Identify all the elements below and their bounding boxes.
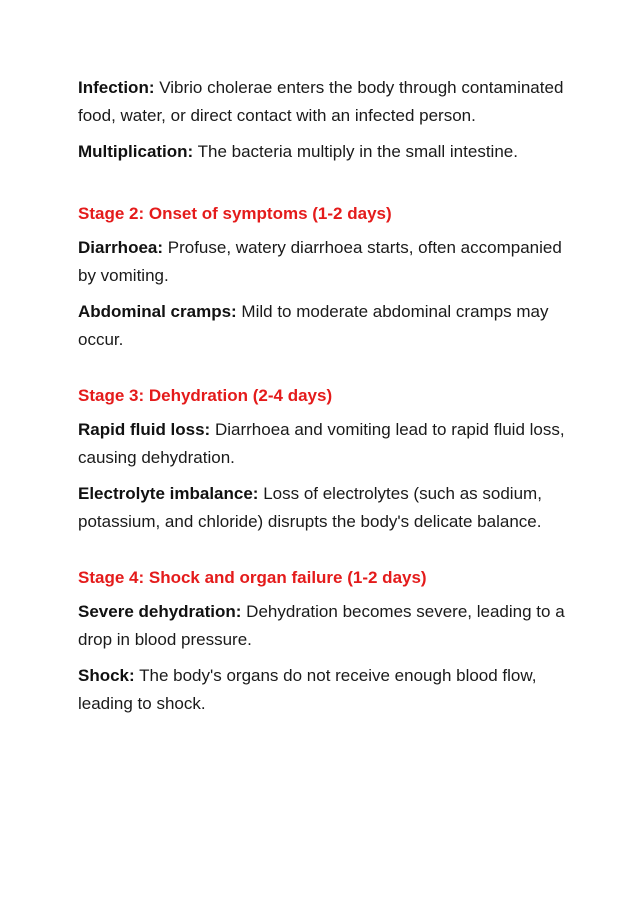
term-infection: Infection: <box>78 78 155 97</box>
term-diarrhoea: Diarrhoea: <box>78 238 164 257</box>
paragraph-abdominal-cramps <box>78 298 578 354</box>
text-multiplication: The bacteria multiply in the small intestine. <box>193 142 518 161</box>
paragraph-diarrhoea <box>78 234 578 290</box>
term-electrolyte-imbalance: Electrolyte imbalance: <box>78 484 259 503</box>
term-rapid-fluid-loss: Rapid fluid loss: <box>78 420 211 439</box>
intro-section <box>78 74 578 166</box>
stage-2-heading: Stage 2: Onset of symptoms (1-2 days) <box>78 204 392 223</box>
paragraph-infection <box>78 74 578 130</box>
term-severe-dehydration: Severe dehydration: <box>78 602 242 621</box>
spacer <box>78 544 578 564</box>
paragraph-multiplication <box>78 138 578 166</box>
text-diarrhoea: Profuse, watery diarrhoea starts, often accompanied by vomiting. <box>78 238 562 285</box>
stage-4-heading: Stage 4: Shock and organ failure (1-2 days) <box>78 568 427 587</box>
term-abdominal-cramps: Abdominal cramps: <box>78 302 237 321</box>
stage-3-heading: Stage 3: Dehydration (2-4 days) <box>78 386 333 405</box>
stage-2-section <box>78 200 578 354</box>
paragraph-shock <box>78 662 578 718</box>
text-rapid-fluid-loss: Diarrhoea and vomiting lead to rapid fluid loss, causing dehydration. <box>78 420 565 467</box>
term-shock: Shock: <box>78 666 135 685</box>
document-page <box>78 74 578 726</box>
spacer <box>78 362 578 382</box>
stage-3-section <box>78 382 578 536</box>
stage-4-section <box>78 564 578 718</box>
text-infection: Vibrio cholerae enters the body through contaminated food, water, or direct contact with an infected person. <box>78 78 564 125</box>
paragraph-rapid-fluid-loss <box>78 416 578 472</box>
text-abdominal-cramps: Mild to moderate abdominal cramps may occur. <box>78 302 549 349</box>
text-electrolyte-imbalance: Loss of electrolytes (such as sodium, potassium, and chloride) disrupts the body's delicate balance. <box>78 484 542 531</box>
term-multiplication: Multiplication: <box>78 142 194 161</box>
text-severe-dehydration: Dehydration becomes severe, leading to a drop in blood pressure. <box>78 602 565 649</box>
text-shock: The body's organs do not receive enough blood flow, leading to shock. <box>78 666 537 713</box>
paragraph-electrolyte-imbalance <box>78 480 578 536</box>
spacer <box>78 174 578 200</box>
paragraph-severe-dehydration <box>78 598 578 654</box>
